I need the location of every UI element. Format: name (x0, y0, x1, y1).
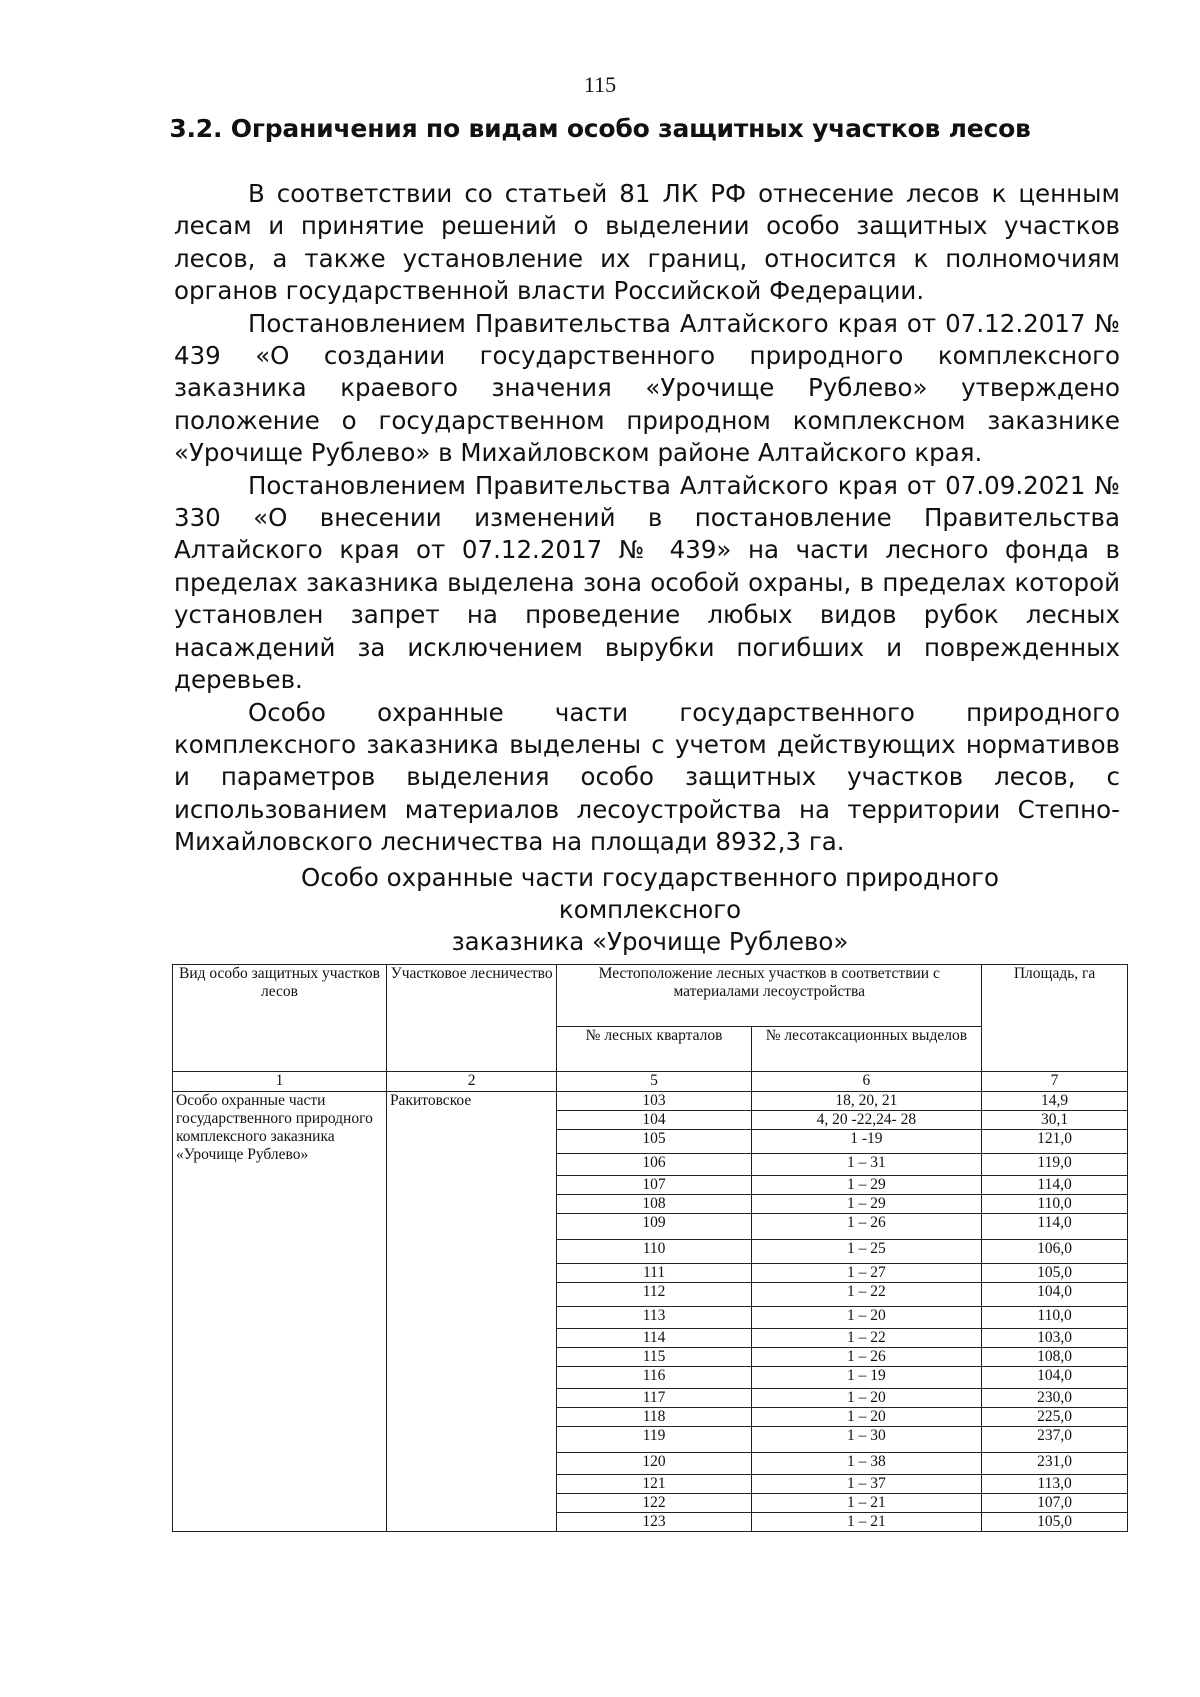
quarter-cell: 104 (557, 1111, 751, 1130)
plots-cell: 1 – 30 (751, 1427, 981, 1453)
paragraph: В соответствии со статьей 81 ЛК РФ отнесение лесов к ценным лесам и принятие решений о выделении особо защитных участков лесов, а также установление их границ, относится к полномочиям органов государственной власти Российской Федерации. (174, 179, 1120, 306)
area-cell: 230,0 (982, 1389, 1128, 1408)
header-area: Площадь, га (982, 965, 1128, 1072)
column-number: 6 (751, 1072, 981, 1092)
table-row (173, 1092, 1128, 1111)
quarter-cell: 119 (557, 1427, 751, 1453)
plots-cell: 1 – 19 (751, 1367, 981, 1389)
quarter-cell: 103 (557, 1092, 751, 1111)
quarter-cell: 114 (557, 1329, 751, 1348)
area-cell: 105,0 (982, 1513, 1128, 1532)
area-cell: 108,0 (982, 1348, 1128, 1367)
area-cell: 103,0 (982, 1329, 1128, 1348)
column-number: 2 (386, 1072, 556, 1092)
quarter-cell: 123 (557, 1513, 751, 1532)
header-type: Вид особо защитных участков лесов (173, 965, 387, 1072)
quarter-cell: 117 (557, 1389, 751, 1408)
area-cell: 113,0 (982, 1475, 1128, 1494)
data-table (172, 964, 1128, 1532)
plots-cell: 1 – 31 (751, 1154, 981, 1176)
area-cell: 14,9 (982, 1092, 1128, 1111)
table-caption (220, 862, 1080, 958)
body-text (174, 178, 1120, 859)
column-number: 7 (982, 1072, 1128, 1092)
plots-cell: 4, 20 -22,24- 28 (751, 1111, 981, 1130)
quarter-cell: 116 (557, 1367, 751, 1389)
forestry-cell: Ракитовское (386, 1092, 556, 1532)
area-cell: 121,0 (982, 1130, 1128, 1154)
quarter-cell: 120 (557, 1453, 751, 1475)
table-caption-line: Особо охранные части государственного природного комплексного (301, 863, 999, 924)
area-cell: 105,0 (982, 1264, 1128, 1283)
page-number: 115 (583, 72, 617, 97)
category-cell: Особо охранные части государственного природного комплексного заказника «Урочище Рублево» (173, 1092, 387, 1532)
plots-cell: 1 – 20 (751, 1307, 981, 1329)
area-cell: 110,0 (982, 1195, 1128, 1214)
area-cell: 104,0 (982, 1283, 1128, 1307)
quarter-cell: 105 (557, 1130, 751, 1154)
table-caption-line: заказника «Урочище Рублево» (451, 927, 849, 956)
plots-cell: 18, 20, 21 (751, 1092, 981, 1111)
area-cell: 107,0 (982, 1494, 1128, 1513)
header-location: Местоположение лесных участков в соответствии с материалами лесоустройства (557, 965, 982, 1027)
quarter-cell: 111 (557, 1264, 751, 1283)
quarter-cell: 109 (557, 1214, 751, 1240)
plots-cell: 1 – 21 (751, 1513, 981, 1532)
area-cell: 114,0 (982, 1176, 1128, 1195)
plots-cell: 1 – 27 (751, 1264, 981, 1283)
plots-cell: 1 -19 (751, 1130, 981, 1154)
plots-cell: 1 – 22 (751, 1283, 981, 1307)
quarter-cell: 107 (557, 1176, 751, 1195)
plots-cell: 1 – 29 (751, 1195, 981, 1214)
area-cell: 225,0 (982, 1408, 1128, 1427)
column-number: 5 (557, 1072, 751, 1092)
area-cell: 237,0 (982, 1427, 1128, 1453)
area-cell: 104,0 (982, 1367, 1128, 1389)
quarter-cell: 121 (557, 1475, 751, 1494)
header-quarters: № лесных кварталов (557, 1027, 751, 1072)
plots-cell: 1 – 26 (751, 1348, 981, 1367)
area-cell: 231,0 (982, 1453, 1128, 1475)
quarter-cell: 112 (557, 1283, 751, 1307)
quarter-cell: 118 (557, 1408, 751, 1427)
plots-cell: 1 – 20 (751, 1408, 981, 1427)
quarter-cell: 106 (557, 1154, 751, 1176)
quarter-cell: 122 (557, 1494, 751, 1513)
area-cell: 30,1 (982, 1111, 1128, 1130)
area-cell: 110,0 (982, 1307, 1128, 1329)
quarter-cell: 115 (557, 1348, 751, 1367)
quarter-cell: 108 (557, 1195, 751, 1214)
paragraph: Особо охранные части государственного природного комплексного заказника выделены с учетом действующих нормативов и параметров выделения особо защитных участков лесов, с использованием материалов лесоустройства на территории Степно-Михайловского лесничества на площади 8932,3 га. (174, 697, 1120, 857)
plots-cell: 1 – 38 (751, 1453, 981, 1475)
header-plots: № лесотаксационных выделов (751, 1027, 981, 1072)
quarter-cell: 113 (557, 1307, 751, 1329)
paragraph: Постановлением Правительства Алтайского края от 07.12.2017 № 439 «О создании государственного природного комплексного заказника краевого значения «Урочище Рублево» утверждено положение о государственном природном комплексном заказнике «Урочище Рублево» в Михайловском районе Алтайского края. (174, 308, 1120, 468)
column-number: 1 (173, 1072, 387, 1092)
header-forestry: Участковое лесничество (386, 965, 556, 1072)
column-number-row (173, 1072, 1128, 1092)
plots-cell: 1 – 20 (751, 1389, 981, 1408)
plots-cell: 1 – 37 (751, 1475, 981, 1494)
table-header-row (173, 965, 1128, 1027)
plots-cell: 1 – 26 (751, 1214, 981, 1240)
section-heading: 3.2. Ограничения по видам особо защитных участков лесов (169, 114, 1031, 143)
area-cell: 119,0 (982, 1154, 1128, 1176)
plots-cell: 1 – 29 (751, 1176, 981, 1195)
quarter-cell: 110 (557, 1240, 751, 1264)
plots-cell: 1 – 21 (751, 1494, 981, 1513)
plots-cell: 1 – 22 (751, 1329, 981, 1348)
paragraph: Постановлением Правительства Алтайского края от 07.09.2021 № 330 «О внесении изменений в постановление Правительства Алтайского края от 07.12.2017 № 439» на части лесного фонда в пределах заказника выделена зона особой охраны, в пределах которой установлен запрет на проведение любых видов рубок лесных насаждений за исключением вырубки погибших и поврежденных деревьев. (174, 470, 1120, 695)
area-cell: 114,0 (982, 1214, 1128, 1240)
area-cell: 106,0 (982, 1240, 1128, 1264)
plots-cell: 1 – 25 (751, 1240, 981, 1264)
